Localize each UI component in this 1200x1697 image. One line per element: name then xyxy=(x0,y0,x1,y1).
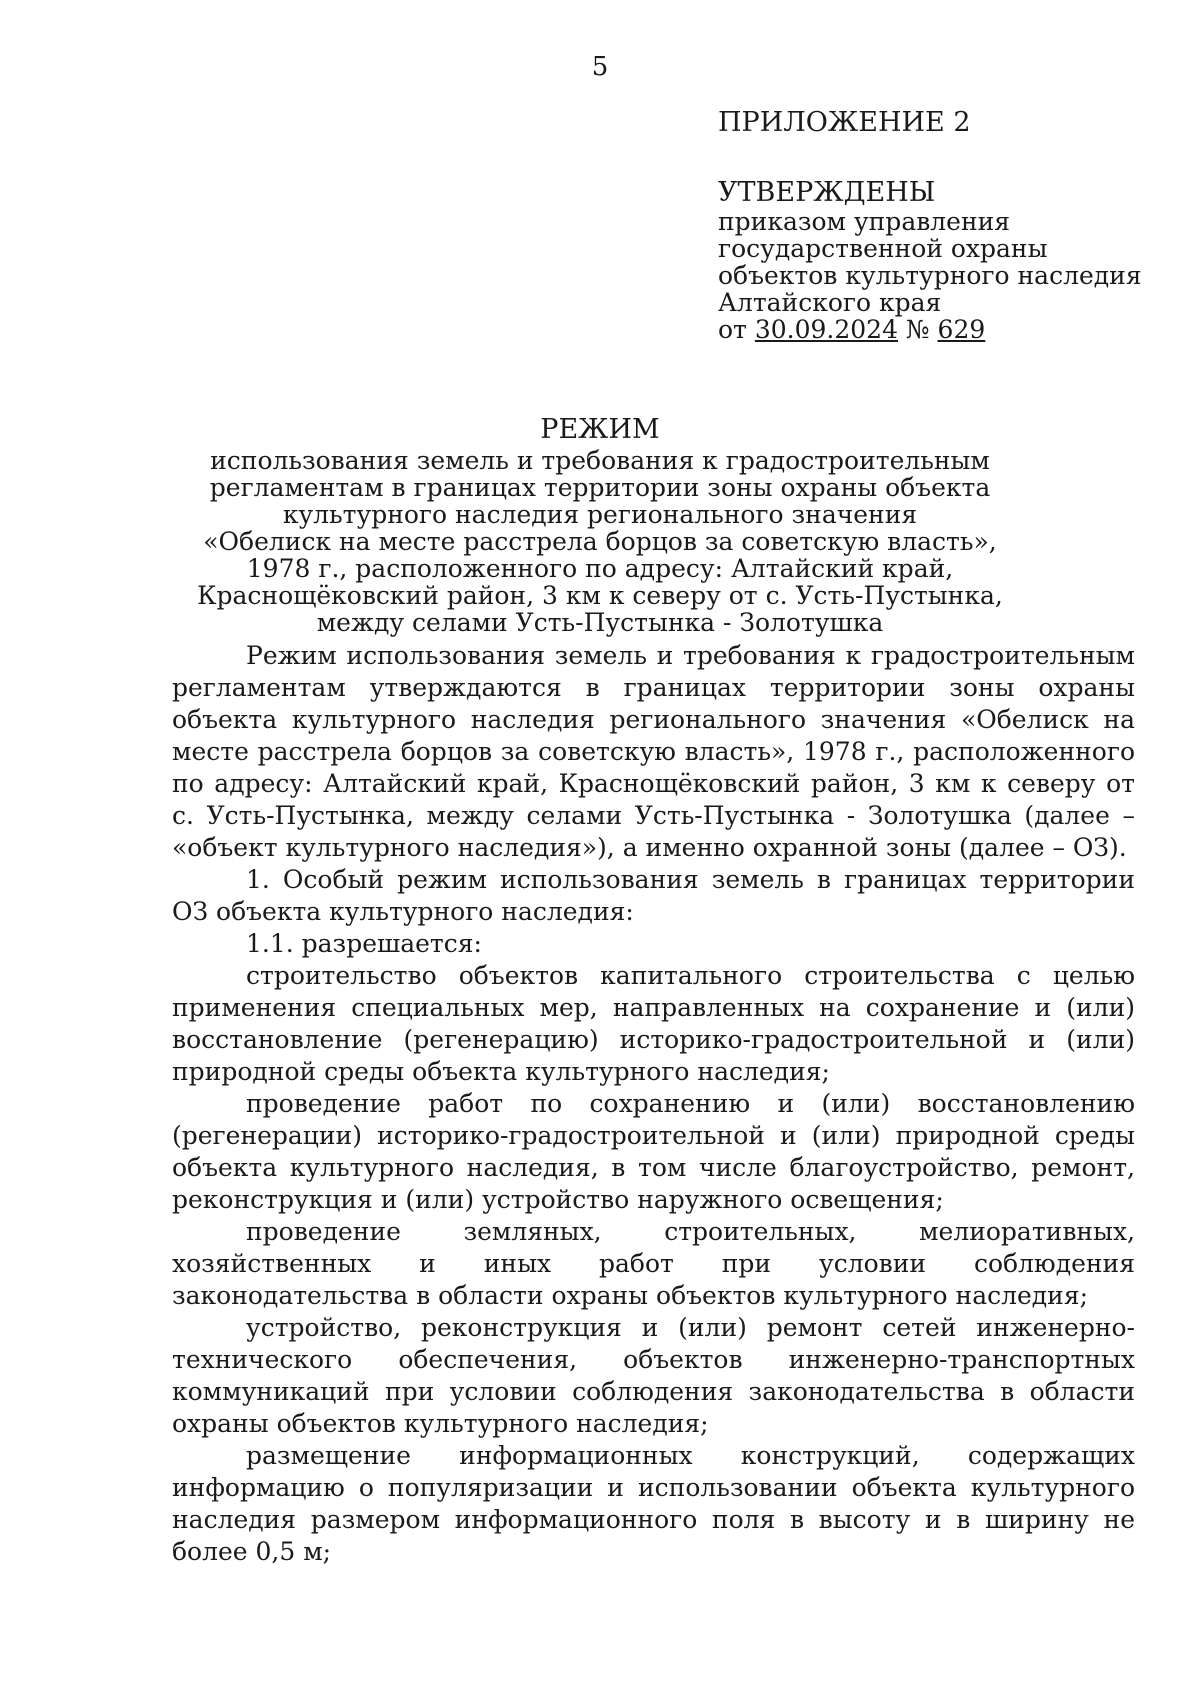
approval-line: государственной охраны xyxy=(718,234,1048,263)
document-title-block xyxy=(160,415,1040,636)
document-heading: РЕЖИМ xyxy=(540,414,660,445)
page-number: 5 xyxy=(591,52,609,82)
document-body xyxy=(172,640,1135,1568)
list-paragraph: проведение работ по сохранению и (или) восстановлению (регенерации) историко-градостроительной и (или) природной среды объекта культурного наследия, в том числе благоустройство, ремонт, реконструкция и (или) устройство наружного освещения; xyxy=(172,1089,1135,1214)
approval-block xyxy=(718,108,1158,343)
body-paragraph: Режим использования земель и требования к градостроительным регламентам утверждаются в границах территории зоны охраны объекта культурного наследия регионального значения «Обелиск на месте расстрела борцов за советскую власть», 1978 г., расположенного по адресу: Алтайский край, Краснощёковский район, 3 км к северу от с. Усть-Пустынка, между селами Усть-Пустынка - Золотушка (далее – «объект культурного наследия»), а именно охранной зоны (далее – ОЗ). xyxy=(172,641,1135,862)
number-prefix: № xyxy=(897,315,938,344)
list-paragraph: проведение земляных, строительных, мелиоративных, хозяйственных и иных работ при условии соблюдения законодательства в области охраны объектов культурного наследия; xyxy=(172,1217,1135,1310)
title-line: «Обелиск на месте расстрела борцов за советскую власть», xyxy=(203,527,997,556)
title-line: Краснощёковский район, 3 км к северу от с. Усть-Пустынка, xyxy=(197,581,1003,610)
approval-line: объектов культурного наследия xyxy=(718,261,1142,290)
title-line: культурного наследия регионального значения xyxy=(282,500,918,529)
approval-line: Алтайского края xyxy=(718,288,942,317)
order-number: 629 xyxy=(937,315,986,344)
section-paragraph: 1. Особый режим использования земель в границах территории ОЗ объекта культурного наследия: xyxy=(172,865,1135,926)
title-line: между селами Усть-Пустынка - Золотушка xyxy=(316,608,884,637)
order-date: 30.09.2024 xyxy=(754,315,898,344)
list-paragraph: строительство объектов капитального строительства с целью применения специальных мер, направленных на сохранение и (или) восстановление (регенерацию) историко-градостроительной и (или) природной среды объекта культурного наследия; xyxy=(172,961,1135,1086)
approved-label: УТВЕРЖДЕНЫ xyxy=(718,177,936,208)
title-line: 1978 г., расположенного по адресу: Алтайский край, xyxy=(246,554,954,583)
title-line: регламентам в границах территории зоны охраны объекта xyxy=(209,473,991,502)
approval-date-line xyxy=(718,316,1158,343)
approval-line: приказом управления xyxy=(718,207,1011,236)
list-paragraph: размещение информационных конструкций, содержащих информацию о популяризации и использовании объекта культурного наследия размером информационного поля в высоту и в ширину не более 0,5 м; xyxy=(172,1441,1135,1566)
appendix-label: ПРИЛОЖЕНИЕ 2 xyxy=(718,107,971,138)
list-paragraph: устройство, реконструкция и (или) ремонт сетей инженерно-технического обеспечения, объектов инженерно-транспортных коммуникаций при условии соблюдения законодательства в области охраны объектов культурного наследия; xyxy=(172,1313,1135,1438)
title-line: использования земель и требования к градостроительным xyxy=(210,446,990,475)
subsection-paragraph: 1.1. разрешается: xyxy=(246,929,482,958)
date-prefix: от xyxy=(718,315,755,344)
